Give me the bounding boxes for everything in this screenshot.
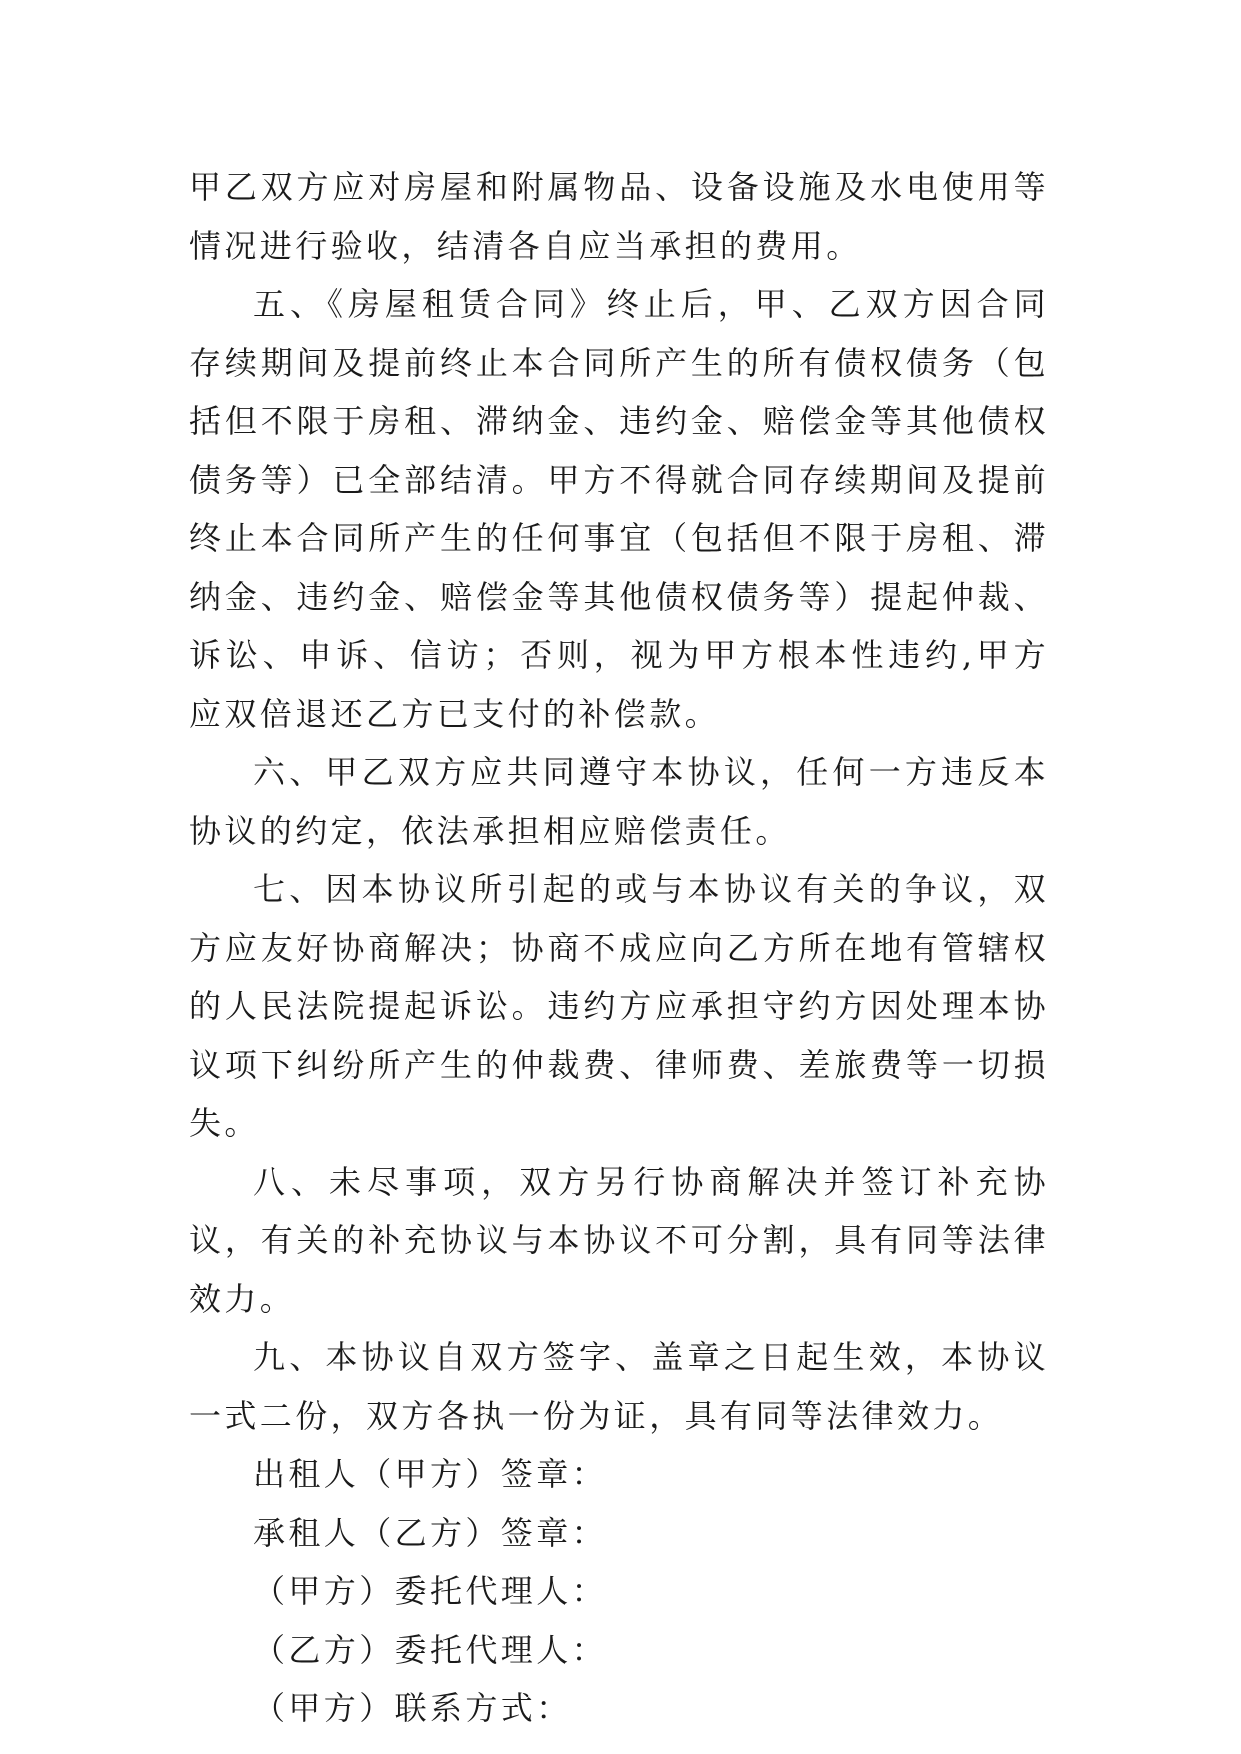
paragraph-clause-7: 七、因本协议所引起的或与本协议有关的争议，双方应友好协商解决；协商不成应向乙方所在地有管辖权的人民法院提起诉讼。违约方应承担守约方因处理本协议项下纠纷所产生的仲裁费、律师费、差旅费等一切损失。 <box>189 870 1049 1142</box>
signature-party-a-agent: （甲方）委托代理人： <box>253 1572 608 1610</box>
paragraph-clause-8: 八、未尽事项，双方另行协商解决并签订补充协议，有关的补充协议与本协议不可分割，具有同等法律效力。 <box>189 1162 1049 1318</box>
signature-party-a-contact: （甲方）联系方式： <box>253 1689 572 1727</box>
signature-party-b-agent: （乙方）委托代理人： <box>253 1630 608 1669</box>
paragraph-clause-6: 六、甲乙双方应共同遵守本协议，任何一方违反本协议的约定，依法承担相应赔偿责任。 <box>189 753 1049 850</box>
signature-lessor: 出租人（甲方）签章： <box>253 1455 608 1493</box>
paragraph-settlement-continued: 甲乙双方应对房屋和附属物品、设备设施及水电使用等情况进行验收，结清各自应当承担的费用。 <box>189 168 1049 265</box>
signature-lessee: 承租人（乙方）签章： <box>253 1513 608 1552</box>
document-body <box>189 158 1049 1738</box>
paragraph-clause-9: 九、本协议自双方签字、盖章之日起生效，本协议一式二份，双方各执一份为证，具有同等法律效力。 <box>189 1338 1049 1435</box>
paragraph-clause-5: 五、《房屋租赁合同》终止后，甲、乙双方因合同存续期间及提前终止本合同所产生的所有债权债务（包括但不限于房租、滞纳金、违约金、赔偿金等其他债权债务等）已全部结清。甲方不得就合同存续期间及提前终止本合同所产生的任何事宜（包括但不限于房租、滞纳金、违约金、赔偿金等其他债权债务等）提起仲裁、诉讼、申诉、信访；否则，视为甲方根本性违约,甲方应双倍退还乙方已支付的补偿款。 <box>189 285 1049 733</box>
